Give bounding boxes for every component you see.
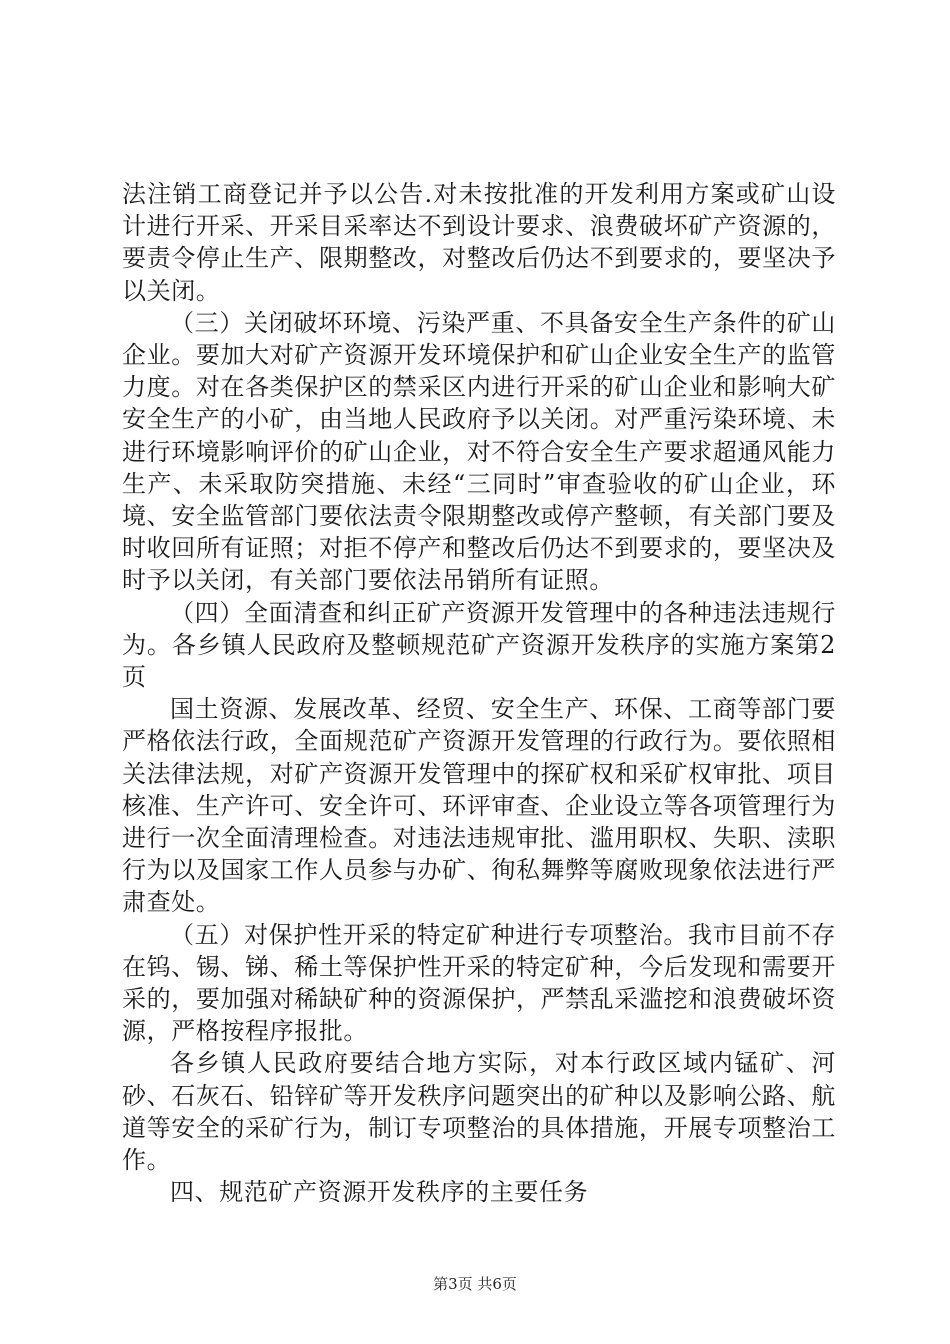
paragraph-item-3: （三）关闭破坏环境、污染严重、不具备安全生产条件的矿山企业。要加大对矿产资源开发环境保护和矿山企业安全生产的监管力度。对在各类保护区的禁采区内进行开采的矿山企业和影响大矿安全生产的小矿，由当地人民政府予以关闭。对严重污染环境、未进行环境影响评价的矿山企业，对不符合安全生产要求超通风能力生产、未采取防突措施、未经“三同时”审查验收的矿山企业，环境、安全监管部门要依法责令限期整改或停产整顿，有关部门要及时收回所有证照；对拒不停产和整改后仍达不到要求的，要坚决及时予以关闭，有关部门要依法吊销所有证照。: [122, 308, 836, 595]
paragraph-local-measures: 各乡镇人民政府要结合地方实际，对本行政区域内锰矿、河砂、石灰石、铅锌矿等开发秩序问题突出的矿种以及影响公路、航道等安全的采矿行为，制订专项整治的具体措施，开展专项整治工作。: [122, 1049, 836, 1175]
document-body: [122, 178, 836, 1209]
section-heading: 四、规范矿产资源开发秩序的主要任务: [170, 1178, 589, 1207]
paragraph-continuation: 法注销工商登记并予以公告.对未按批准的开发利用方案或矿山设计进行开采、开采目采率达不到设计要求、浪费破坏矿产资源的，要责令停止生产、限期整改，对整改后仍达不到要求的，要坚决予以关闭。: [122, 180, 836, 305]
paragraph-item-5: （五）对保护性开采的特定矿种进行专项整治。我市目前不存在钨、锡、锑、稀土等保护性开采的特定矿种，今后发现和需要开采的，要加强对稀缺矿种的资源保护，严禁乱采滥挖和浪费破坏资源，严格按程序报批。: [122, 920, 836, 1046]
page-footer: [0, 1274, 950, 1294]
page-number: 第3页 共6页: [433, 1275, 517, 1293]
paragraph-item-4: （四）全面清查和纠正矿产资源开发管理中的各种违法违规行为。各乡镇人民政府及整顿规范矿产资源开发秩序的实施方案第2页: [122, 598, 836, 692]
paragraph-item-4-cont: 国土资源、发展改革、经贸、安全生产、环保、工商等部门要严格依法行政，全面规范矿产资源开发管理的行政行为。要依照相关法律法规，对矿产资源开发管理中的探矿权和采矿权审批、项目核准、生产许可、安全许可、环评审查、企业设立等各项管理行为进行一次全面清理检查。对违法违规审批、滥用职权、失职、渎职行为以及国家工作人员参与办矿、徇私舞弊等腐败现象依法进行严肃查处。: [122, 695, 836, 917]
